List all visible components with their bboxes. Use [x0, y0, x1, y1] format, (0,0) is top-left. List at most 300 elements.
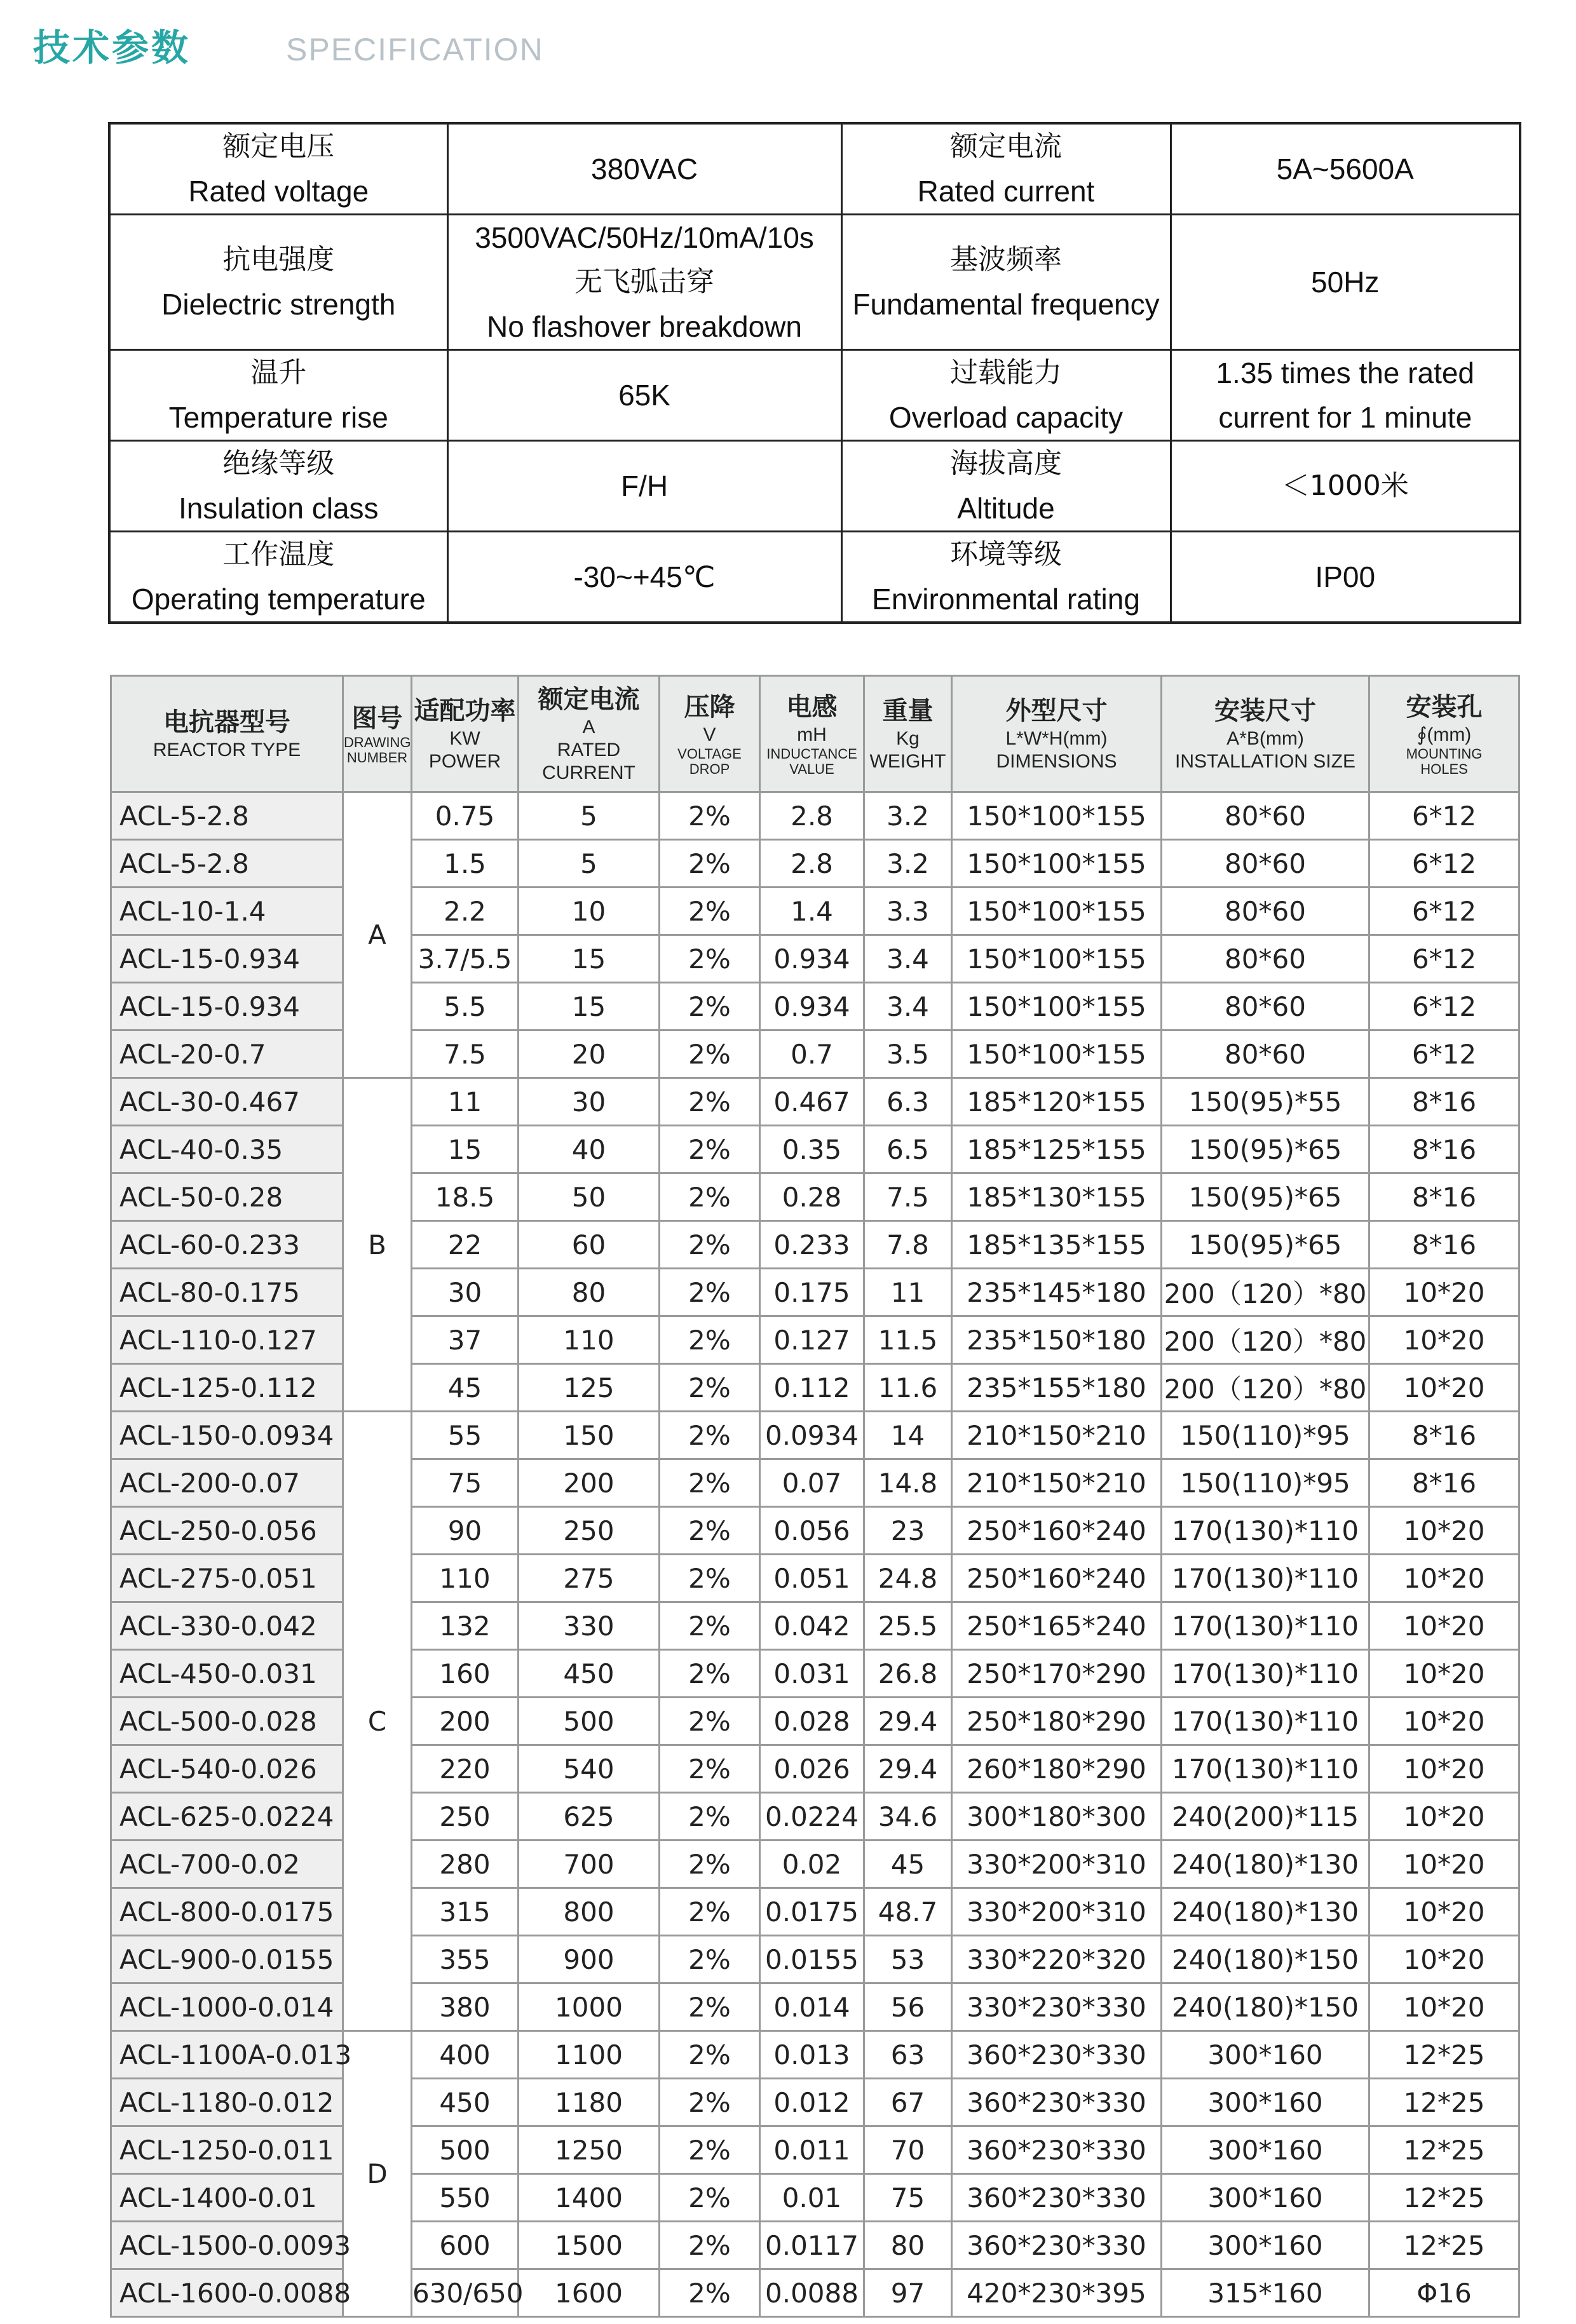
drawing-number-cell: B	[343, 1078, 412, 1412]
table-cell: 8*16	[1369, 1221, 1519, 1269]
table-cell: 300*160	[1162, 2174, 1369, 2222]
table-cell: 280	[412, 1841, 519, 1888]
table-cell: 1100	[519, 2031, 660, 2079]
table-cell: 240(180)*130	[1162, 1888, 1369, 1936]
spec-label-cn: 工作温度	[222, 538, 335, 571]
reactor-model-cell: ACL-800-0.0175	[111, 1888, 343, 1936]
table-cell: 80*60	[1162, 983, 1369, 1030]
table-cell: 75	[412, 1459, 519, 1507]
table-row	[111, 1364, 1519, 1412]
reactor-model-cell: ACL-450-0.031	[111, 1650, 343, 1698]
column-header-en: DIMENSIONS	[996, 751, 1117, 772]
table-cell: Φ16	[1369, 2269, 1519, 2317]
spec-row	[109, 123, 1520, 215]
table-row	[111, 1126, 1519, 1173]
column-header-en: INSTALLATION SIZE	[1175, 751, 1355, 772]
table-cell: 25.5	[864, 1602, 952, 1650]
reactor-model-cell: ACL-30-0.467	[111, 1078, 343, 1126]
table-cell: 2%	[660, 2269, 760, 2317]
table-cell: 170(130)*110	[1162, 1698, 1369, 1745]
column-header	[1369, 676, 1519, 792]
spec-value-left	[447, 532, 841, 623]
table-cell: 150(95)*65	[1162, 1173, 1369, 1221]
table-cell: 3.3	[864, 888, 952, 935]
reactor-model-cell: ACL-250-0.056	[111, 1507, 343, 1555]
column-header-cn: 重量	[882, 696, 934, 726]
table-cell: 240(180)*150	[1162, 1936, 1369, 1983]
table-cell: 220	[412, 1745, 519, 1793]
spec-value-line: 65K	[618, 379, 670, 412]
table-cell: 0.7	[760, 1030, 864, 1078]
table-cell: 1180	[519, 2079, 660, 2126]
table-cell: 10*20	[1369, 1650, 1519, 1698]
table-cell: 40	[519, 1126, 660, 1173]
spec-value-line: current for 1 minute	[1218, 401, 1472, 434]
table-cell: 240(180)*150	[1162, 1983, 1369, 2031]
drawing-number-cell: A	[343, 792, 412, 1078]
table-cell: 10*20	[1369, 1602, 1519, 1650]
spec-value-left	[447, 350, 841, 441]
reactor-model-cell: ACL-15-0.934	[111, 935, 343, 983]
table-cell: 170(130)*110	[1162, 1507, 1369, 1555]
table-cell: 2.8	[760, 792, 864, 840]
table-cell: 45	[412, 1364, 519, 1412]
table-cell: 2%	[660, 2031, 760, 2079]
table-cell: 360*230*330	[952, 2031, 1162, 2079]
table-cell: 22	[412, 1221, 519, 1269]
table-cell: 10*20	[1369, 1983, 1519, 2031]
table-cell: 150*100*155	[952, 792, 1162, 840]
reactor-model-cell: ACL-1180-0.012	[111, 2079, 343, 2126]
table-cell: 500	[412, 2126, 519, 2174]
spec-label-en: Dielectric strength	[161, 288, 396, 321]
table-row	[111, 1078, 1519, 1126]
table-cell: 14.8	[864, 1459, 952, 1507]
table-cell: 360*230*330	[952, 2174, 1162, 2222]
table-cell: 315	[412, 1888, 519, 1936]
table-row	[111, 2269, 1519, 2317]
table-cell: 6*12	[1369, 792, 1519, 840]
column-header-unit: L*W*H(mm)	[1005, 728, 1108, 749]
table-cell: 185*135*155	[952, 1221, 1162, 1269]
table-cell: 80	[864, 2222, 952, 2269]
column-header	[864, 676, 952, 792]
table-row	[111, 1745, 1519, 1793]
spec-label-en: Overload capacity	[888, 401, 1124, 434]
table-row	[111, 1698, 1519, 1745]
spec-value-line: 3500VAC/50Hz/10mA/10s	[475, 221, 814, 254]
table-cell: 11	[864, 1269, 952, 1316]
spec-value-line: 无飞弧击穿	[574, 266, 714, 298]
table-row	[111, 888, 1519, 935]
table-cell: 200	[519, 1459, 660, 1507]
table-row	[111, 840, 1519, 888]
table-cell: 0.127	[760, 1316, 864, 1364]
table-cell: 0.051	[760, 1555, 864, 1602]
table-cell: 2%	[660, 792, 760, 840]
table-cell: 7.5	[864, 1173, 952, 1221]
table-cell: 67	[864, 2079, 952, 2126]
table-cell: 0.35	[760, 1126, 864, 1173]
column-header-unit: KW	[449, 728, 480, 749]
table-cell: 240(200)*115	[1162, 1793, 1369, 1841]
column-header-unit: mH	[797, 724, 827, 745]
table-cell: 1600	[519, 2269, 660, 2317]
table-cell: 0.0088	[760, 2269, 864, 2317]
table-cell: 0.013	[760, 2031, 864, 2079]
table-cell: 1000	[519, 1983, 660, 2031]
table-cell: 30	[412, 1269, 519, 1316]
spec-label-right	[841, 441, 1171, 532]
table-cell: 24.8	[864, 1555, 952, 1602]
table-cell: 2.8	[760, 840, 864, 888]
spec-label-cn: 额定电流	[950, 130, 1062, 163]
table-cell: 235*155*180	[952, 1364, 1162, 1412]
table-row	[111, 1316, 1519, 1364]
table-cell: 80*60	[1162, 840, 1369, 888]
table-cell: 625	[519, 1793, 660, 1841]
table-cell: 110	[519, 1316, 660, 1364]
column-header-en: DROP	[689, 761, 730, 777]
table-cell: 15	[412, 1126, 519, 1173]
spec-label-cn: 额定电压	[222, 130, 335, 163]
table-row	[111, 2031, 1519, 2079]
table-cell: 360*230*330	[952, 2079, 1162, 2126]
table-cell: 0.233	[760, 1221, 864, 1269]
table-cell: 2%	[660, 935, 760, 983]
spec-label-en: Environmental rating	[872, 583, 1140, 616]
table-cell: 200（120）*80	[1162, 1269, 1369, 1316]
column-header-en: NUMBER	[346, 750, 408, 766]
table-cell: 0.031	[760, 1650, 864, 1698]
table-cell: 10*20	[1369, 1555, 1519, 1602]
table-cell: 2%	[660, 1936, 760, 1983]
spec-label-left	[109, 441, 447, 532]
table-cell: 0.0224	[760, 1793, 864, 1841]
table-cell: 45	[864, 1841, 952, 1888]
table-row	[111, 935, 1519, 983]
column-header-en: REACTOR TYPE	[153, 740, 301, 760]
table-cell: 6.3	[864, 1078, 952, 1126]
spec-row	[109, 441, 1520, 532]
spec-label-cn: 环境等级	[950, 538, 1062, 571]
table-cell: 235*145*180	[952, 1269, 1162, 1316]
spec-value-line: ＜1000米	[1281, 470, 1409, 502]
table-cell: 80*60	[1162, 888, 1369, 935]
table-cell: 630/650	[412, 2269, 519, 2317]
spec-value-line: No flashover breakdown	[486, 310, 803, 343]
table-cell: 300*180*300	[952, 1793, 1162, 1841]
table-cell: 500	[519, 1698, 660, 1745]
reactor-model-cell: ACL-15-0.934	[111, 983, 343, 1030]
table-cell: 14	[864, 1412, 952, 1459]
table-cell: 700	[519, 1841, 660, 1888]
table-cell: 1500	[519, 2222, 660, 2269]
table-cell: 450	[519, 1650, 660, 1698]
table-cell: 3.7/5.5	[412, 935, 519, 983]
table-cell: 2%	[660, 2079, 760, 2126]
table-cell: 6*12	[1369, 983, 1519, 1030]
table-cell: 7.8	[864, 1221, 952, 1269]
spec-value-line: 50Hz	[1311, 266, 1380, 299]
table-cell: 12*25	[1369, 2174, 1519, 2222]
table-cell: 29.4	[864, 1745, 952, 1793]
table-cell: 0.014	[760, 1983, 864, 2031]
spec-label-right	[841, 123, 1171, 215]
drawing-number-cell: D	[343, 2031, 412, 2317]
table-cell: 170(130)*110	[1162, 1602, 1369, 1650]
table-cell: 10*20	[1369, 1698, 1519, 1745]
table-cell: 11.6	[864, 1364, 952, 1412]
table-cell: 550	[412, 2174, 519, 2222]
column-header-en: INDUCTANCE	[766, 746, 857, 762]
spec-label-left	[109, 532, 447, 623]
table-cell: 20	[519, 1030, 660, 1078]
table-cell: 2%	[660, 2126, 760, 2174]
reactor-model-cell: ACL-700-0.02	[111, 1841, 343, 1888]
table-cell: 250*180*290	[952, 1698, 1162, 1745]
reactor-model-cell: ACL-500-0.028	[111, 1698, 343, 1745]
reactor-model-cell: ACL-80-0.175	[111, 1269, 343, 1316]
table-cell: 8*16	[1369, 1173, 1519, 1221]
table-cell: 3.5	[864, 1030, 952, 1078]
spec-label-left	[109, 123, 447, 215]
column-header	[343, 676, 412, 792]
spec-label-left	[109, 350, 447, 441]
table-cell: 0.07	[760, 1459, 864, 1507]
reactor-model-cell: ACL-5-2.8	[111, 840, 343, 888]
table-cell: 10*20	[1369, 1936, 1519, 1983]
reactor-model-cell: ACL-10-1.4	[111, 888, 343, 935]
table-cell: 0.934	[760, 935, 864, 983]
table-cell: 2%	[660, 1698, 760, 1745]
table-cell: 2%	[660, 1364, 760, 1412]
table-row	[111, 1173, 1519, 1221]
column-header	[1162, 676, 1369, 792]
table-cell: 200（120）*80	[1162, 1364, 1369, 1412]
table-row	[111, 2174, 1519, 2222]
table-cell: 10*20	[1369, 1364, 1519, 1412]
drawing-number-cell: C	[343, 1412, 412, 2031]
table-cell: 6*12	[1369, 888, 1519, 935]
table-cell: 0.02	[760, 1841, 864, 1888]
spec-label-cn: 基波频率	[950, 243, 1062, 276]
spec-label-cn: 过载能力	[950, 356, 1062, 389]
spec-value-line: 380VAC	[591, 152, 698, 186]
column-header-cn: 压降	[684, 692, 735, 722]
table-cell: 0.0175	[760, 1888, 864, 1936]
table-cell: 2%	[660, 1983, 760, 2031]
table-cell: 150(110)*95	[1162, 1412, 1369, 1459]
table-cell: 360*230*330	[952, 2222, 1162, 2269]
table-cell: 11.5	[864, 1316, 952, 1364]
table-cell: 250	[519, 1507, 660, 1555]
table-row	[111, 1030, 1519, 1078]
table-cell: 5.5	[412, 983, 519, 1030]
table-cell: 10*20	[1369, 1888, 1519, 1936]
table-cell: 0.467	[760, 1078, 864, 1126]
table-cell: 2%	[660, 1602, 760, 1650]
column-header-en: POWER	[428, 751, 501, 772]
table-cell: 250	[412, 1793, 519, 1841]
table-cell: 90	[412, 1507, 519, 1555]
table-cell: 2%	[660, 1793, 760, 1841]
table-cell: 1.4	[760, 888, 864, 935]
spec-value-right	[1171, 123, 1520, 215]
column-header-cn: 外型尺寸	[1005, 696, 1108, 726]
table-row	[111, 1555, 1519, 1602]
spec-label-cn: 抗电强度	[222, 243, 335, 276]
column-header-unit: ∮(mm)	[1416, 724, 1472, 745]
table-cell: 8*16	[1369, 1412, 1519, 1459]
column-header-cn: 电感	[786, 692, 838, 722]
spec-value-line: 1.35 times the rated	[1216, 356, 1475, 389]
table-cell: 0.75	[412, 792, 519, 840]
table-cell: 8*16	[1369, 1078, 1519, 1126]
table-cell: 80*60	[1162, 792, 1369, 840]
column-header-cn: 图号	[351, 704, 403, 733]
reactor-model-cell: ACL-20-0.7	[111, 1030, 343, 1078]
reactor-model-cell: ACL-540-0.026	[111, 1745, 343, 1793]
table-cell: 200	[412, 1698, 519, 1745]
column-header-cn: 电抗器型号	[163, 708, 290, 737]
table-cell: 360*230*330	[952, 2126, 1162, 2174]
table-row	[111, 983, 1519, 1030]
table-cell: 10*20	[1369, 1745, 1519, 1793]
spec-label-en: Temperature rise	[168, 401, 388, 434]
spec-label-left	[109, 215, 447, 350]
column-header-cn: 安装孔	[1406, 692, 1483, 722]
table-cell: 3.2	[864, 792, 952, 840]
table-row	[111, 1221, 1519, 1269]
table-cell: 6*12	[1369, 935, 1519, 983]
table-cell: 330*200*310	[952, 1888, 1162, 1936]
table-cell: 250*160*240	[952, 1555, 1162, 1602]
spec-label-right	[841, 532, 1171, 623]
table-cell: 330*220*320	[952, 1936, 1162, 1983]
column-header-unit: Kg	[896, 728, 920, 749]
table-cell: 15	[519, 935, 660, 983]
table-cell: 0.01	[760, 2174, 864, 2222]
table-cell: 0.112	[760, 1364, 864, 1412]
table-cell: 185*125*155	[952, 1126, 1162, 1173]
table-cell: 15	[519, 983, 660, 1030]
column-header	[760, 676, 864, 792]
table-cell: 0.011	[760, 2126, 864, 2174]
table-cell: 8*16	[1369, 1459, 1519, 1507]
reactor-model-cell: ACL-900-0.0155	[111, 1936, 343, 1983]
table-cell: 18.5	[412, 1173, 519, 1221]
table-cell: 10*20	[1369, 1316, 1519, 1364]
table-cell: 2%	[660, 983, 760, 1030]
table-cell: 3.4	[864, 935, 952, 983]
table-row	[111, 1793, 1519, 1841]
table-row	[111, 792, 1519, 840]
table-cell: 260*180*290	[952, 1745, 1162, 1793]
table-cell: 150*100*155	[952, 840, 1162, 888]
table-cell: 250*160*240	[952, 1507, 1162, 1555]
reactor-model-cell: ACL-50-0.28	[111, 1173, 343, 1221]
table-cell: 2%	[660, 1745, 760, 1793]
table-cell: 2%	[660, 1173, 760, 1221]
table-cell: 0.175	[760, 1269, 864, 1316]
table-cell: 6.5	[864, 1126, 952, 1173]
table-cell: 125	[519, 1364, 660, 1412]
reactor-model-cell: ACL-1500-0.0093	[111, 2222, 343, 2269]
reactor-model-cell: ACL-330-0.042	[111, 1602, 343, 1650]
table-cell: 37	[412, 1316, 519, 1364]
table-cell: 7.5	[412, 1030, 519, 1078]
table-cell: 8*16	[1369, 1126, 1519, 1173]
table-cell: 12*25	[1369, 2031, 1519, 2079]
column-header-cn: 适配功率	[414, 696, 516, 726]
table-cell: 150(95)*65	[1162, 1126, 1369, 1173]
spec-label-cn: 海拔高度	[950, 447, 1062, 480]
table-cell: 150(110)*95	[1162, 1459, 1369, 1507]
reactor-model-cell: ACL-1400-0.01	[111, 2174, 343, 2222]
table-cell: 380	[412, 1983, 519, 2031]
column-header-en: RATED CURRENT	[542, 740, 635, 783]
table-cell: 250*170*290	[952, 1650, 1162, 1698]
column-header-en: VOLTAGE	[677, 746, 742, 762]
reactor-model-cell: ACL-625-0.0224	[111, 1793, 343, 1841]
spec-label-en: Operating temperature	[131, 583, 426, 616]
table-cell: 10*20	[1369, 1841, 1519, 1888]
table-cell: 1400	[519, 2174, 660, 2222]
table-cell: 2%	[660, 1507, 760, 1555]
table-cell: 235*150*180	[952, 1316, 1162, 1364]
table-cell: 160	[412, 1650, 519, 1698]
table-cell: 23	[864, 1507, 952, 1555]
table-cell: 55	[412, 1412, 519, 1459]
column-header	[952, 676, 1162, 792]
table-row	[111, 1412, 1519, 1459]
spec-value-left	[447, 441, 841, 532]
spec-row	[109, 532, 1520, 623]
table-cell: 80*60	[1162, 935, 1369, 983]
spec-value-left	[447, 123, 841, 215]
spec-label-en: Rated current	[917, 175, 1095, 208]
table-cell: 2%	[660, 1316, 760, 1364]
table-cell: 10*20	[1369, 1507, 1519, 1555]
table-cell: 10*20	[1369, 1269, 1519, 1316]
table-row	[111, 1507, 1519, 1555]
table-cell: 30	[519, 1078, 660, 1126]
table-cell: 400	[412, 2031, 519, 2079]
table-cell: 185*120*155	[952, 1078, 1162, 1126]
table-cell: 5	[519, 840, 660, 888]
table-cell: 0.0155	[760, 1936, 864, 1983]
table-cell: 5	[519, 792, 660, 840]
table-row	[111, 1602, 1519, 1650]
table-cell: 10*20	[1369, 1793, 1519, 1841]
table-cell: 0.042	[760, 1602, 864, 1650]
table-cell: 60	[519, 1221, 660, 1269]
table-cell: 10	[519, 888, 660, 935]
table-cell: 53	[864, 1936, 952, 1983]
column-header	[519, 676, 660, 792]
table-cell: 2%	[660, 1888, 760, 1936]
spec-label-en: Rated voltage	[188, 175, 369, 208]
table-cell: 355	[412, 1936, 519, 1983]
table-cell: 300*160	[1162, 2222, 1369, 2269]
table-cell: 12*25	[1369, 2222, 1519, 2269]
table-cell: 300*160	[1162, 2126, 1369, 2174]
table-row	[111, 2126, 1519, 2174]
column-header-unit: A	[582, 717, 595, 738]
table-cell: 2%	[660, 1269, 760, 1316]
reactor-model-cell: ACL-275-0.051	[111, 1555, 343, 1602]
